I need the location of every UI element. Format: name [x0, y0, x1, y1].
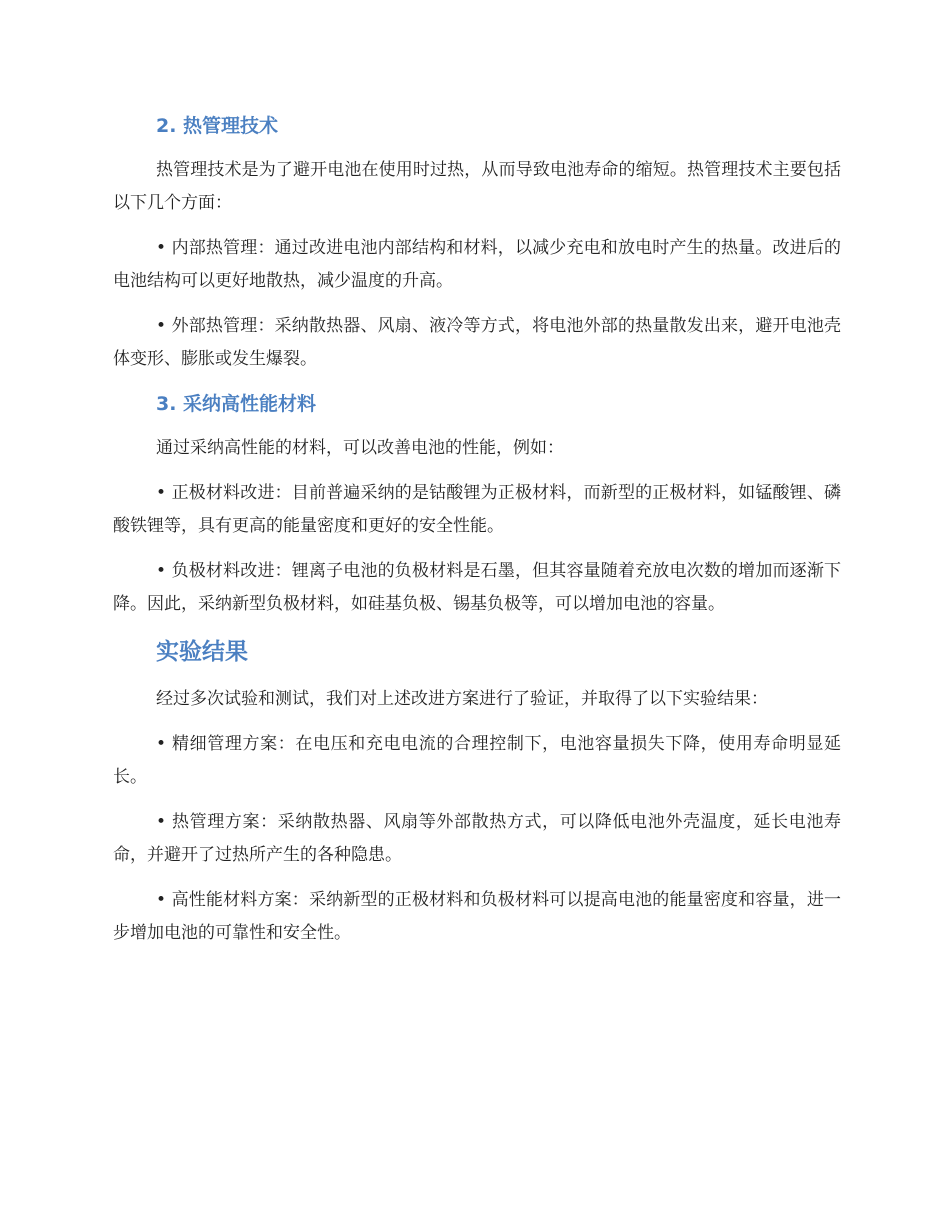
- list-item-external-heat: • 外部热管理：采纳散热器、风扇、液冷等方式，将电池外部的热量散发出来，避开电池壳体变形、膨胀或发生爆裂。: [113, 316, 841, 369]
- document-body: [113, 108, 841, 950]
- list-item-material-plan: • 高性能材料方案：采纳新型的正极材料和负极材料可以提高电池的能量密度和容量，进一步增加电池的可靠性和安全性。: [113, 890, 841, 943]
- list-item-internal-heat: • 内部热管理：通过改进电池内部结构和材料，以减少充电和放电时产生的热量。改进后的电池结构可以更好地散热，减少温度的升高。: [113, 238, 841, 291]
- list-item-cathode: • 正极材料改进：目前普遍采纳的是钴酸锂为正极材料，而新型的正极材料，如锰酸锂、磷酸铁锂等，具有更高的能量密度和更好的安全性能。: [113, 483, 841, 536]
- list-item-fine-management: • 精细管理方案：在电压和充电电流的合理控制下，电池容量损失下降，使用寿命明显延长。: [113, 734, 841, 787]
- heading-heat-management: 2. 热管理技术: [156, 115, 279, 137]
- paragraph-results-intro: 经过多次试验和测试，我们对上述改进方案进行了验证，并取得了以下实验结果：: [156, 689, 768, 709]
- list-item-anode: • 负极材料改进：锂离子电池的负极材料是石墨，但其容量随着充放电次数的增加而逐渐下降。因此，采纳新型负极材料，如硅基负极、锡基负极等，可以增加电池的容量。: [113, 561, 841, 614]
- list-item-heat-plan: • 热管理方案：采纳散热器、风扇等外部散热方式，可以降低电池外壳温度，延长电池寿命，并避开了过热所产生的各种隐患。: [113, 812, 841, 865]
- heading-high-performance-materials: 3. 采纳高性能材料: [156, 393, 317, 415]
- paragraph-materials-intro: 通过采纳高性能的材料，可以改善电池的性能，例如：: [156, 438, 564, 458]
- paragraph-heat-intro: 热管理技术是为了避开电池在使用时过热，从而导致电池寿命的缩短。热管理技术主要包括以下几个方面：: [113, 160, 841, 213]
- heading-experiment-results: 实验结果: [156, 639, 248, 665]
